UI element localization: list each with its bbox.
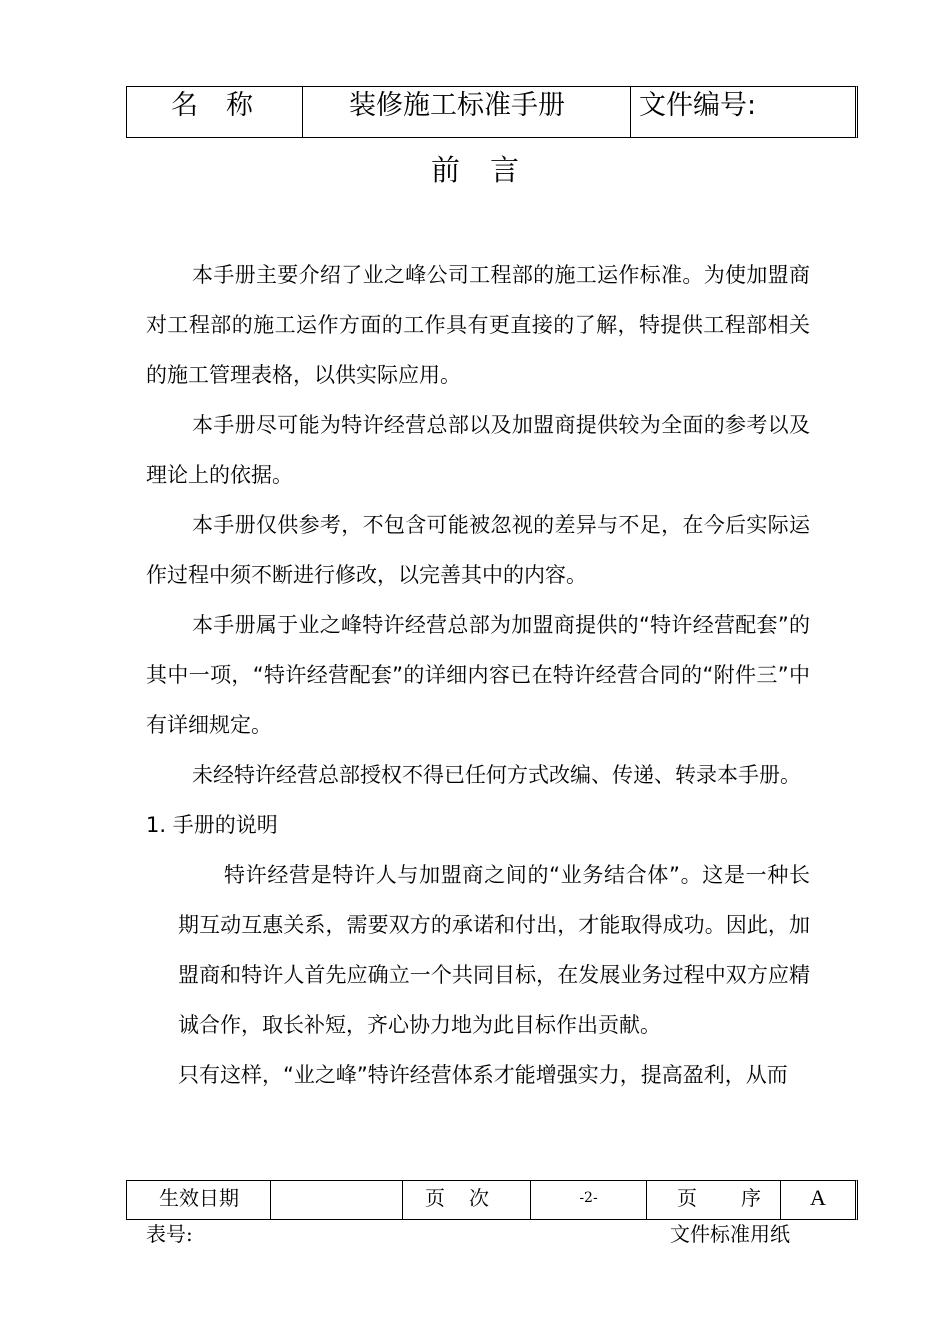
name-label: 名称 [127, 87, 303, 137]
footer-table [126, 1180, 858, 1220]
header-table [126, 86, 858, 138]
section-paragraph-continued: 只有这样，“业之峰”特许经营体系才能增强实力，提高盈利，从而 [178, 1063, 788, 1087]
sequence-value: A [810, 1185, 826, 1210]
section-body [146, 850, 810, 1100]
document-body [146, 250, 810, 1100]
paragraph: 本手册仅供参考，不包含可能被忽视的差异与不足，在今后实际运作过程中须不断进行修改，以完善其中的内容。 [146, 513, 810, 587]
effective-date-label: 生效日期 [127, 1181, 271, 1219]
paper-standard-label: 文件标准用纸 [670, 1222, 790, 1246]
page-number: -2- [531, 1181, 647, 1219]
effective-date-value [271, 1181, 403, 1219]
preface-heading: 前言 [430, 153, 549, 187]
page-label: 页次 [403, 1181, 531, 1219]
sequence-label: 页序 [647, 1181, 781, 1219]
paragraph: 本手册主要介绍了业之峰公司工程部的施工运作标准。为使加盟商对工程部的施工运作方面的工作具有更直接的了解，特提供工程部相关的施工管理表格，以供实际应用。 [146, 263, 810, 387]
paragraph: 未经特许经营总部授权不得已任何方式改编、传递、转录本手册。 [192, 763, 801, 787]
file-number-label: 文件编号: [639, 90, 757, 121]
paragraph: 本手册属于业之峰特许经营总部为加盟商提供的“特许经营配套”的其中一项，“特许经营配套”的详细内容已在特许经营合同的“附件三”中有详细规定。 [146, 613, 810, 737]
section-paragraph: 特许经营是特许人与加盟商之间的“业务结合体”。这是一种长期互动互惠关系，需要双方的承诺和付出，才能取得成功。因此，加盟商和特许人首先应确立一个共同目标，在发展业务过程中双方应精诚合作，取长补短，齐心协力地为此目标作出贡献。 [178, 863, 810, 1037]
document-title: 装修施工标准手册 [303, 87, 631, 137]
paragraph: 本手册尽可能为特许经营总部以及加盟商提供较为全面的参考以及理论上的依据。 [146, 413, 810, 487]
form-number-label: 表号: [146, 1222, 193, 1246]
section-heading: 1. 手册的说明 [146, 813, 278, 837]
